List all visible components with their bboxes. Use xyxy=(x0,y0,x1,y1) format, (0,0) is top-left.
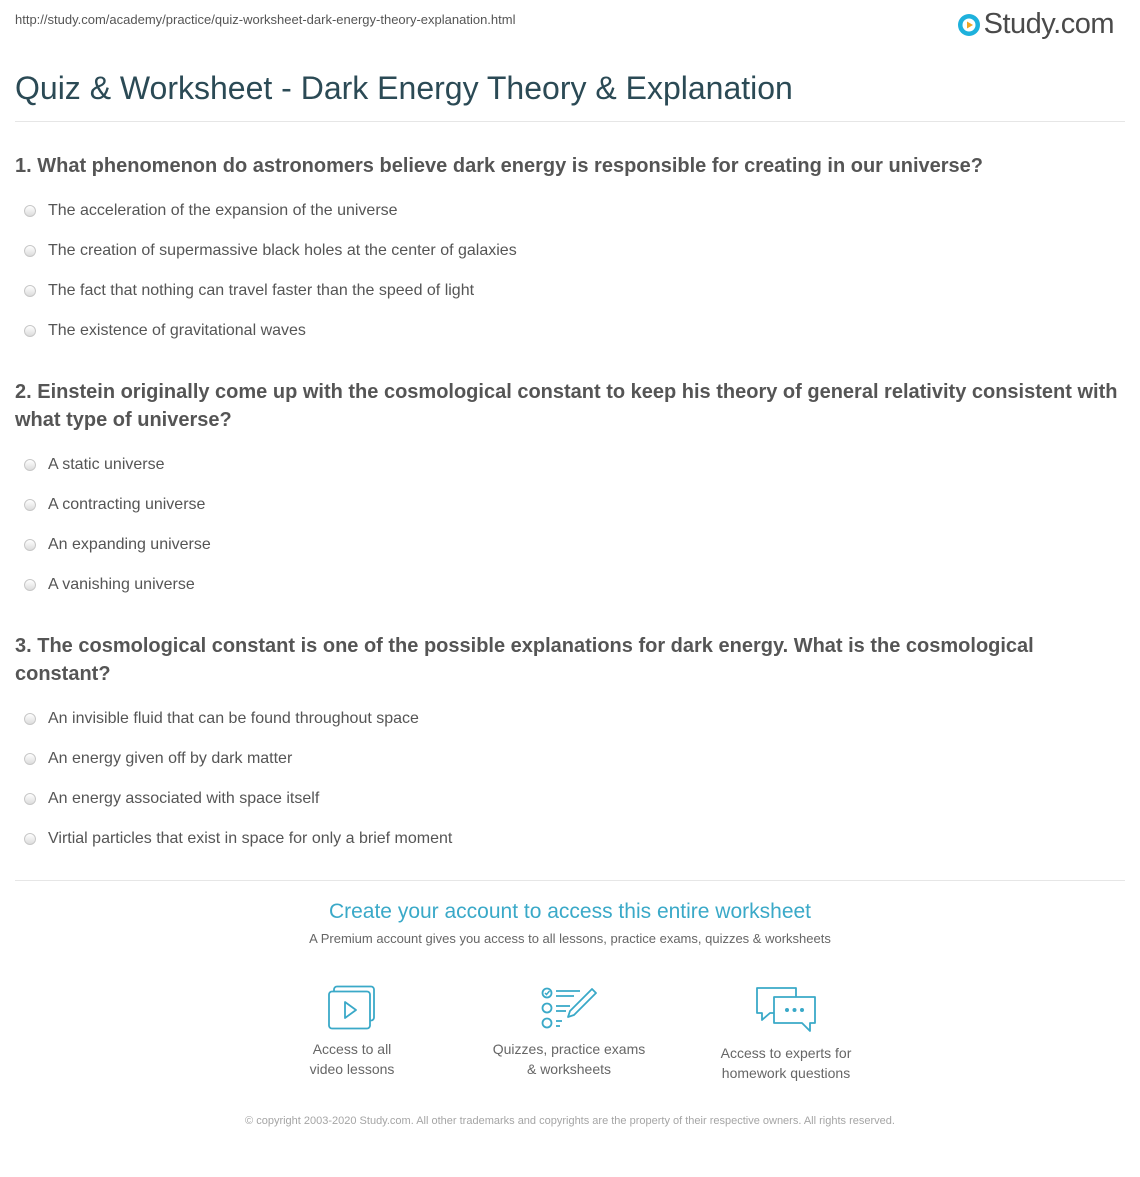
study-logo[interactable] xyxy=(957,8,1114,41)
answer-option[interactable] xyxy=(15,525,1125,565)
page-title: Quiz & Worksheet - Dark Energy Theory & Explanation xyxy=(15,70,793,106)
answer-option[interactable] xyxy=(15,271,1125,311)
video-lesson-icon xyxy=(326,985,378,1031)
answer-option-label: A static universe xyxy=(48,456,165,473)
radio-button-icon[interactable] xyxy=(24,459,36,471)
quiz-checklist-icon xyxy=(540,985,598,1031)
quiz-question xyxy=(15,152,1125,351)
feature-video-lessons xyxy=(262,985,442,1079)
answer-option[interactable] xyxy=(15,311,1125,351)
radio-button-icon[interactable] xyxy=(24,539,36,551)
answer-option[interactable] xyxy=(15,565,1125,605)
answer-options xyxy=(15,191,1125,351)
question-text: 3. The cosmological constant is one of the possible explanations for dark energy. What is the cosmological constant? xyxy=(15,635,1034,685)
answer-option-label: Virtial particles that exist in space for only a brief moment xyxy=(48,830,453,847)
answer-option-label: An invisible fluid that can be found throughout space xyxy=(48,710,419,727)
feature-label: Access to experts for homework questions xyxy=(720,1045,852,1081)
quiz-divider xyxy=(15,880,1125,881)
signup-cta xyxy=(0,900,1140,946)
play-circle-icon xyxy=(957,13,981,37)
answer-option[interactable] xyxy=(15,739,1125,779)
answer-option-label: An energy associated with space itself xyxy=(48,790,320,807)
copyright-notice: © copyright 2003-2020 Study.com. All other trademarks and copyrights are the property of their respective owners. All rights reserved. xyxy=(245,1115,895,1127)
cta-title-link[interactable]: Create your account to access this entire worksheet xyxy=(328,900,812,923)
answer-option-label: The fact that nothing can travel faster than the speed of light xyxy=(48,282,475,299)
feature-label: Access to all video lessons xyxy=(309,1041,395,1077)
radio-button-icon[interactable] xyxy=(24,205,36,217)
answer-option[interactable] xyxy=(15,445,1125,485)
radio-button-icon[interactable] xyxy=(24,325,36,337)
answer-option-label: An energy given off by dark matter xyxy=(48,750,293,767)
answer-option[interactable] xyxy=(15,485,1125,525)
answer-option[interactable] xyxy=(15,779,1125,819)
radio-button-icon[interactable] xyxy=(24,499,36,511)
answer-option-label: The acceleration of the expansion of the universe xyxy=(48,202,398,219)
answer-option-label: A contracting universe xyxy=(48,496,206,513)
radio-button-icon[interactable] xyxy=(24,833,36,845)
quiz-question xyxy=(15,378,1125,605)
feature-label: Quizzes, practice exams & worksheets xyxy=(492,1041,646,1077)
answer-option[interactable] xyxy=(15,699,1125,739)
logo-text: Study.com xyxy=(983,8,1114,40)
page-url: http://study.com/academy/practice/quiz-worksheet-dark-energy-theory-explanation.html xyxy=(15,12,516,27)
answer-option[interactable] xyxy=(15,231,1125,271)
cta-subtitle: A Premium account gives you access to all lessons, practice exams, quizzes & worksheets xyxy=(309,931,831,946)
quiz-questions xyxy=(15,152,1125,886)
radio-button-icon[interactable] xyxy=(24,285,36,297)
feature-experts xyxy=(696,985,876,1083)
answer-option-label: An expanding universe xyxy=(48,536,211,553)
answer-option-label: The creation of supermassive black holes at the center of galaxies xyxy=(48,242,517,259)
radio-button-icon[interactable] xyxy=(24,753,36,765)
radio-button-icon[interactable] xyxy=(24,713,36,725)
answer-option-label: The existence of gravitational waves xyxy=(48,322,306,339)
question-text: 1. What phenomenon do astronomers believe dark energy is responsible for creating in our universe? xyxy=(15,155,984,177)
answer-options xyxy=(15,445,1125,605)
radio-button-icon[interactable] xyxy=(24,579,36,591)
answer-options xyxy=(15,699,1125,859)
quiz-question xyxy=(15,632,1125,859)
answer-option[interactable] xyxy=(15,191,1125,231)
question-text: 2. Einstein originally come up with the cosmological constant to keep his theory of general relativity consistent with what type of universe? xyxy=(15,381,1118,431)
radio-button-icon[interactable] xyxy=(24,793,36,805)
header-divider xyxy=(15,121,1125,122)
answer-option[interactable] xyxy=(15,819,1125,859)
radio-button-icon[interactable] xyxy=(24,245,36,257)
chat-bubbles-icon xyxy=(754,985,818,1035)
answer-option-label: A vanishing universe xyxy=(48,576,195,593)
feature-quizzes xyxy=(479,985,659,1079)
